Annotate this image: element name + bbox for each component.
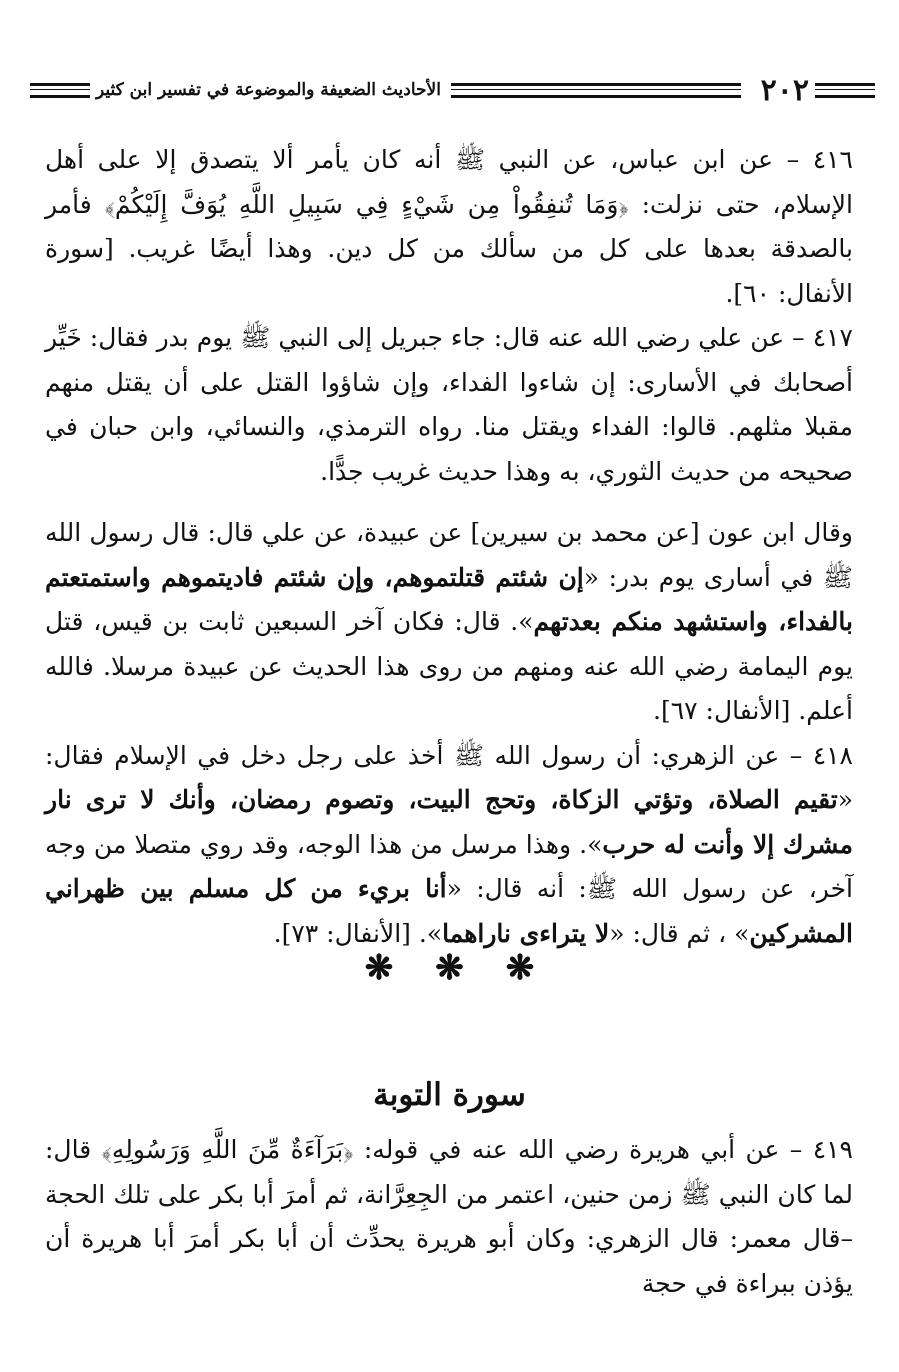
prophetic-quote: تقيم الصلاة، وتؤتي الزكاة، وتحج البيت، وتصوم رمضان، وأنك لا ترى نار مشرك إلا وأنت له حرب: [45, 785, 853, 859]
hadith-416: [45, 138, 853, 316]
hadith-text: – عن أبي هريرة رضي الله عنه في قوله: ﴿بَرَآءَةٌ مِّنَ اللَّهِ وَرَسُولِهِ﴾ قال: لما كان النبي ﷺ زمن حنين، اعتمر من الجِعِرَّانة، ثم أمرَ أبا بكر على تلك الحجة –قال معمر: قال الزهري: وكان أبو هريرة يحدِّث أن أبا بكر أمرَ أبا هريرة أن يؤذن ببراءة في حجة: [45, 1135, 853, 1298]
hadith-text: – عن ابن عباس، عن النبي ﷺ أنه كان يأمر ألا يتصدق إلا على أهل الإسلام، حتى نزلت: ﴿وَمَا تُنفِقُواْ مِن شَيْءٍ فِي سَبِيلِ اللَّهِ يُوَفَّ إِلَيْكُمْ﴾ فأمر بالصدقة بعدها على كل من سألك من كل دين. وهذا أيضًا غريب. [سورة الأنفال: ٦٠].: [45, 145, 853, 308]
hadith-text: ». وهذا مرسل من هذا الوجه، وقد روي متصلا من وجه آخر، عن رسول الله ﷺ: أنه قال: «: [45, 829, 854, 903]
narration-text: ». قال: فكان آخر السبعين ثابت بن قيس، قتل يوم اليمامة رضي الله عنه ومنهم من روى هذا الحديث عن عبيدة مرسلا. فالله أعلم. [الأنفال: ٦٧].: [45, 607, 854, 725]
star-icon: ❋: [435, 948, 464, 988]
hadith-number: ٤١٨: [812, 740, 853, 770]
hadith-text: – عن علي رضي الله عنه قال: جاء جبريل إلى النبي ﷺ يوم بدر فقال: خَيِّر أصحابك في الأسارى: إن شاءوا الفداء، وإن شاؤوا القتل على أن يقتل منهم مقبلا مثلهم. قالوا: الفداء ويقتل منا. رواه الترمذي، والنسائي، وابن حبان في صحيحه من حديث الثوري، به وهذا حديث غريب جدًّا.: [45, 323, 853, 486]
prophetic-quote: لا يتراءى ناراهما: [442, 918, 610, 948]
header-rule-middle: [451, 83, 741, 98]
surah-title: سورة التوبة: [373, 1077, 526, 1113]
star-icon: ❋: [364, 948, 394, 988]
hadith-text: » ، ثم قال: «: [609, 918, 750, 948]
main-text: [45, 138, 853, 956]
prophetic-quote: إن شئتم قتلتموهم، وإن شئتم فاديتموهم واستمتعتم بالفداء، واستشهد منكم بعدتهم: [45, 562, 853, 636]
star-icon: ❋: [505, 948, 535, 988]
page-number: ٢٠٢: [760, 72, 809, 108]
hadith-419: [45, 1128, 853, 1306]
hadith-417: [45, 316, 853, 494]
book-title: الأحاديث الضعيفة والموضوعة في تفسير ابن كثير: [96, 80, 441, 100]
prophetic-quote: أنا بريء من كل مسلم بين ظهراني المشركين: [45, 874, 853, 948]
surah-text: [45, 1128, 853, 1306]
header-rule-right: [815, 83, 875, 98]
hadith-number: ٤١٧: [812, 323, 853, 352]
hadith-text: ». [الأنفال: ٧٣].: [273, 918, 443, 948]
header-rule-left: [30, 83, 90, 98]
hadith-number: ٤١٩: [812, 1135, 853, 1164]
section-separator: [0, 948, 899, 988]
hadith-418: [45, 734, 853, 957]
hadith-number: ٤١٦: [812, 145, 853, 174]
hadith-text: – عن الزهري: أن رسول الله ﷺ أخذ على رجل دخل في الإسلام فقال: «: [45, 740, 853, 814]
ibn-awn-narration: [45, 511, 853, 734]
page-header: [30, 70, 875, 110]
narration-text: وقال ابن عون [عن محمد بن سيرين] عن عبيدة، عن علي قال: قال رسول الله ﷺ في أسارى يوم بدر: «: [45, 518, 853, 592]
